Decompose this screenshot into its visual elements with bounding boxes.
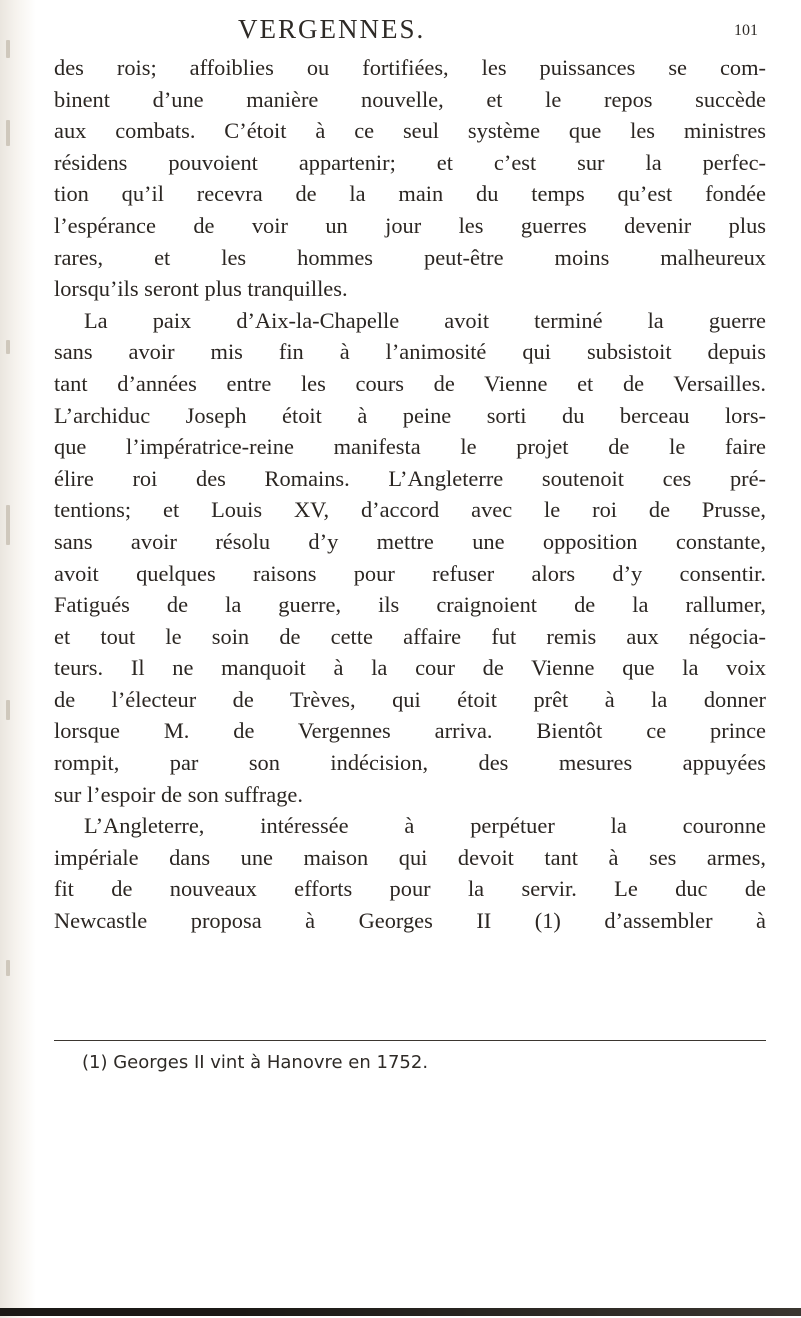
text-line: impériale dans une maison qui devoit tant à ses armes,: [54, 844, 766, 870]
text-line: Fatigués de la guerre, ils craignoient de la rallumer,: [54, 592, 766, 618]
text-line: binent d’une manière nouvelle, et le repos succède: [54, 86, 766, 112]
text-line: L’archiduc Joseph étoit à peine sorti du berceau lors-: [54, 402, 766, 428]
text-line: sans avoir résolu d’y mettre une opposition constante,: [54, 528, 766, 554]
text-line: rompit, par son indécision, des mesures appuyées: [54, 750, 766, 776]
text-line: élire roi des Romains. L’Angleterre soutenoit ces pré-: [54, 465, 766, 491]
text-line: teurs. Il ne manquoit à la cour de Vienne que la voix: [54, 655, 766, 681]
text-line: avoit quelques raisons pour refuser alors d’y consentir.: [54, 560, 766, 586]
text-line: La paix d’Aix-la-Chapelle avoit terminé la guerre: [84, 307, 766, 333]
gutter-mark: [6, 505, 10, 545]
page-bottom-edge: [0, 1308, 801, 1316]
text-line: lorsqu’ils seront plus tranquilles.: [54, 276, 348, 302]
text-line: Newcastle proposa à Georges II (1) d’assembler à: [54, 908, 766, 934]
text-line: tion qu’il recevra de la main du temps qu’est fondée: [54, 181, 766, 207]
binding-gutter: [0, 0, 36, 1318]
text-line: L’Angleterre, intéressée à perpétuer la couronne: [84, 813, 766, 839]
running-title: VERGENNES.: [238, 14, 426, 44]
gutter-mark: [6, 340, 10, 354]
footnote: (1) Georges II vint à Hanovre en 1752.: [82, 1052, 429, 1073]
text-line: fit de nouveaux efforts pour la servir. Le duc de: [54, 876, 766, 902]
running-head: [0, 14, 801, 50]
text-line: lorsque M. de Vergennes arriva. Bientôt ce prince: [54, 718, 766, 744]
text-line: sans avoir mis fin à l’animosité qui subsistoit depuis: [54, 339, 766, 365]
text-line: aux combats. C’étoit à ce seul système que les ministres: [54, 118, 766, 144]
text-line: tant d’années entre les cours de Vienne et de Versailles.: [54, 370, 766, 396]
text-line: de l’électeur de Trèves, qui étoit prêt à la donner: [54, 686, 766, 712]
text-line: résidens pouvoient appartenir; et c’est sur la perfec-: [54, 149, 766, 175]
text-line: rares, et les hommes peut-être moins malheureux: [54, 244, 766, 270]
gutter-mark: [6, 700, 10, 720]
body-text: [54, 52, 766, 937]
gutter-mark: [6, 120, 10, 146]
gutter-mark: [6, 960, 10, 976]
text-line: et tout le soin de cette affaire fut remis aux négocia-: [54, 623, 766, 649]
footnote-rule: [54, 1040, 766, 1041]
text-line: des rois; affoiblies ou fortifiées, les puissances se com-: [54, 55, 766, 80]
text-line: sur l’espoir de son suffrage.: [54, 781, 303, 807]
text-line: l’espérance de voir un jour les guerres devenir plus: [54, 212, 766, 238]
text-line: tentions; et Louis XV, d’accord avec le roi de Prusse,: [54, 497, 766, 523]
text-line: que l’impératrice-reine manifesta le projet de le faire: [54, 434, 766, 460]
page-number: 101: [734, 22, 758, 39]
